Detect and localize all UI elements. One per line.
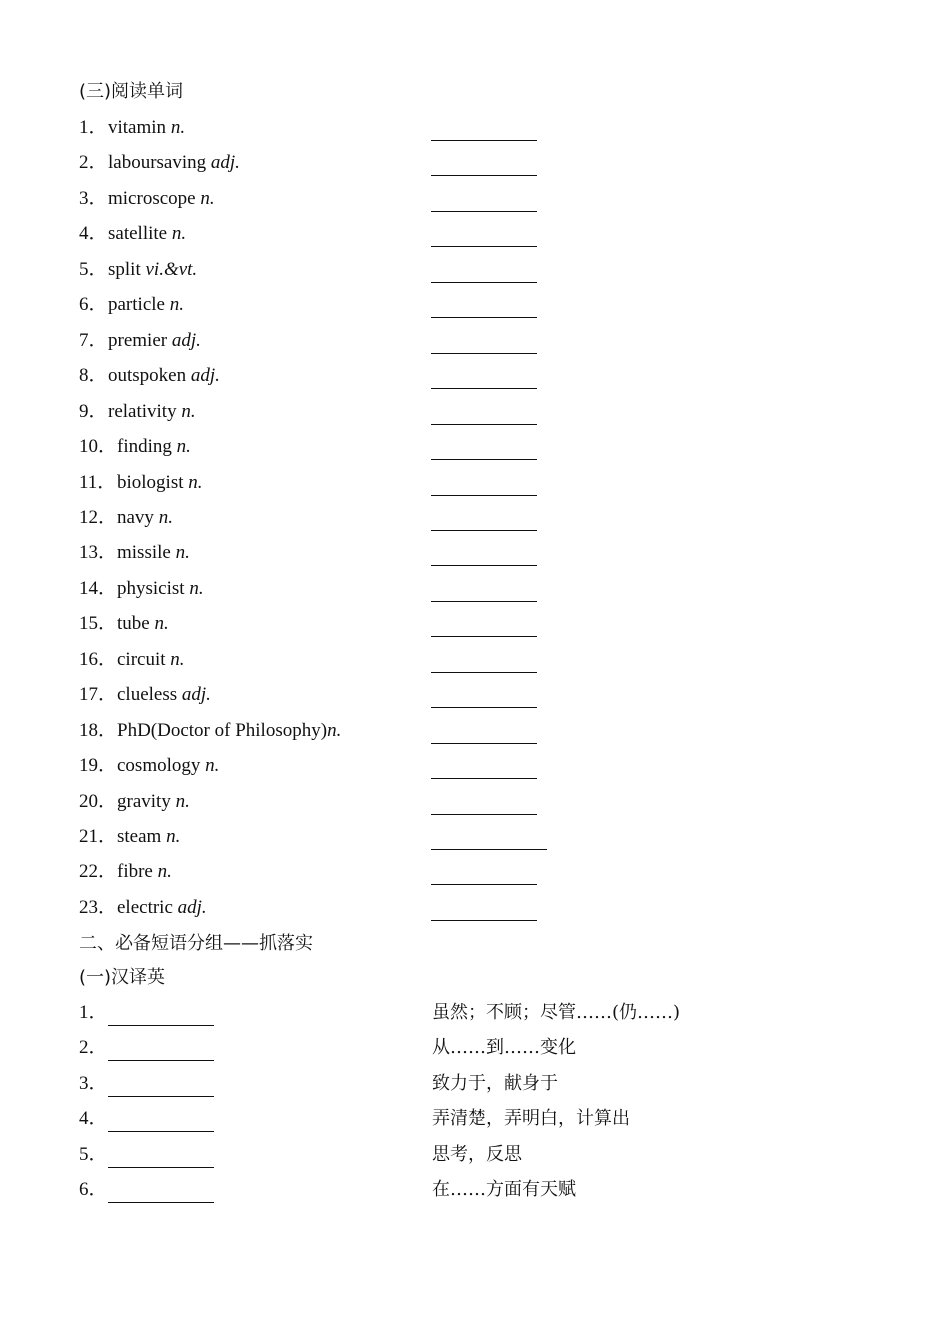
item-number: 21． [79,826,118,847]
item-number: 11． [79,472,117,493]
vocab-row [79,752,879,780]
chinese-meaning: 从……到……变化 [432,1037,576,1058]
item-number: 5． [79,1144,108,1165]
vocab-row [79,398,879,426]
vocab-word [117,610,169,638]
part-of-speech: n. [175,542,190,563]
answer-blank[interactable] [431,185,537,212]
answer-blank[interactable] [431,823,547,850]
vocab-row [79,433,879,461]
item-number: 3． [79,188,108,209]
part-of-speech: n. [175,791,190,812]
item-number: 8． [79,365,108,386]
vocab-word [117,894,207,922]
answer-blank[interactable] [108,1070,214,1097]
vocab-word [117,539,190,567]
answer-blank[interactable] [108,1176,214,1203]
vocab-row [79,823,879,851]
word-text: electric [117,897,178,918]
vocab-row [79,185,879,213]
word-text: fibre [117,861,158,882]
vocab-word [117,504,173,532]
word-text: cosmology [117,755,206,776]
item-number: 2． [79,1037,108,1058]
answer-blank[interactable] [431,504,537,531]
answer-blank[interactable] [431,858,537,885]
answer-blank[interactable] [431,788,537,815]
vocab-word [117,823,180,851]
vocab-word [117,788,190,816]
vocab-row [79,149,879,177]
part-of-speech: n. [189,578,204,599]
item-number: 1． [79,1002,108,1023]
answer-blank[interactable] [431,291,537,318]
word-text: missile [117,542,176,563]
vocab-word [108,291,184,319]
vocab-row [79,256,879,284]
answer-blank[interactable] [108,1141,214,1168]
item-number: 20． [79,791,118,812]
part-of-speech: n. [188,472,203,493]
vocab-row [79,858,879,886]
vocab-word [108,327,201,355]
item-number: 15． [79,613,118,634]
vocab-row [79,504,879,532]
answer-blank[interactable] [431,114,537,141]
item-number: 6． [79,294,108,315]
chinese-meaning: 弄清楚，弄明白，计算出 [432,1108,630,1129]
vocab-row [79,362,879,390]
chinese-to-english-heading: (一)汉译英 [79,967,166,988]
part-of-speech: n. [171,223,187,244]
part-of-speech: n. [170,649,185,670]
word-text: particle [108,294,170,315]
part-of-speech: n. [327,720,342,741]
vocab-word [117,681,211,709]
item-number: 10． [79,436,118,457]
answer-blank[interactable] [431,610,537,637]
part-of-speech: n. [169,294,184,315]
vocab-word [117,752,219,780]
vocab-word [117,717,341,745]
word-text: gravity [117,791,176,812]
vocab-row [79,646,879,674]
word-text: tube [117,613,155,634]
word-text: split [108,259,146,280]
answer-blank[interactable] [431,681,537,708]
answer-blank[interactable] [431,539,537,566]
vocab-word [108,256,197,284]
word-text: vitamin [108,117,171,138]
answer-blank[interactable] [431,717,537,744]
answer-blank[interactable] [431,327,537,354]
word-text: premier [108,330,172,351]
vocab-row [79,220,879,248]
item-number: 13． [79,542,118,563]
item-number: 19． [79,755,118,776]
answer-blank[interactable] [108,1034,214,1061]
part-of-speech: n. [157,861,172,882]
item-number: 1． [79,117,108,138]
part-of-speech: n. [200,188,215,209]
part-of-speech: n. [154,613,169,634]
item-number: 2． [79,152,108,173]
answer-blank[interactable] [431,894,537,921]
word-text: PhD(Doctor of Philosophy) [117,720,328,741]
item-number: 4． [79,1108,108,1129]
part-of-speech: n. [176,436,191,457]
phrase-row [79,1176,879,1204]
answer-blank[interactable] [431,398,537,425]
item-number: 6． [79,1179,108,1200]
item-number: 5． [79,259,108,280]
item-number: 7． [79,330,108,351]
vocab-word [117,646,185,674]
word-text: outspoken [108,365,191,386]
word-text: physicist [117,578,190,599]
item-number: 18． [79,720,118,741]
vocab-row [79,717,879,745]
item-number: 14． [79,578,118,599]
item-number: 22． [79,861,118,882]
word-text: navy [117,507,159,528]
phrase-row [79,1070,879,1098]
chinese-meaning: 在……方面有天赋 [432,1179,576,1200]
word-text: laboursaving [108,152,211,173]
part-of-speech: vi.&vt. [145,259,198,280]
answer-blank[interactable] [108,999,214,1026]
answer-blank[interactable] [431,256,537,283]
chinese-meaning: 致力于，献身于 [432,1073,558,1094]
part-of-speech: n. [205,755,220,776]
vocab-word [108,185,215,213]
answer-blank[interactable] [431,149,537,176]
part-of-speech: n. [170,117,186,138]
item-number: 23． [79,897,118,918]
word-text: biologist [117,472,189,493]
vocab-row [79,788,879,816]
item-number: 17． [79,684,118,705]
vocab-row [79,681,879,709]
phrase-row [79,1141,879,1169]
part-of-speech: n. [158,507,173,528]
vocab-row [79,291,879,319]
answer-blank[interactable] [431,646,537,673]
item-number: 3． [79,1073,108,1094]
item-number: 4． [79,223,108,244]
answer-blank[interactable] [108,1105,214,1132]
vocab-row [79,114,879,142]
vocab-row [79,327,879,355]
vocab-word [117,469,203,497]
vocab-word [108,362,220,390]
vocab-word [108,149,240,177]
word-text: relativity [108,401,182,422]
word-text: finding [117,436,177,457]
vocab-row [79,469,879,497]
word-text: steam [117,826,167,847]
vocab-word [117,433,191,461]
item-number: 9． [79,401,108,422]
answer-blank[interactable] [431,433,537,460]
word-text: satellite [108,223,172,244]
word-text: microscope [108,188,201,209]
part-of-speech: n. [181,401,196,422]
answer-blank[interactable] [431,469,537,496]
part-of-speech: adj. [181,684,211,705]
phrase-row [79,1034,879,1062]
word-text: circuit [117,649,171,670]
part-of-speech: n. [166,826,181,847]
vocab-row [79,539,879,567]
chinese-meaning: 思考，反思 [432,1144,522,1165]
vocab-row [79,610,879,638]
vocab-word [108,114,185,142]
vocab-row [79,894,879,922]
part-of-speech: adj. [210,152,240,173]
part-of-speech: adj. [190,365,220,386]
vocab-word [108,220,186,248]
vocab-word [108,398,196,426]
vocab-word [117,575,204,603]
chinese-meaning: 虽然；不顾；尽管……(仍……) [432,1002,681,1023]
item-number: 16． [79,649,118,670]
part-of-speech: adj. [171,330,201,351]
phrase-row [79,1105,879,1133]
answer-blank[interactable] [431,220,537,247]
phrases-section-heading: 二、必备短语分组——抓落实 [79,933,313,954]
answer-blank[interactable] [431,752,537,779]
answer-blank[interactable] [431,575,537,602]
reading-words-heading: (三)阅读单词 [79,81,184,102]
item-number: 12． [79,507,118,528]
phrase-row [79,999,879,1027]
vocab-row [79,575,879,603]
vocab-word [117,858,172,886]
word-text: clueless [117,684,182,705]
answer-blank[interactable] [431,362,537,389]
part-of-speech: adj. [177,897,207,918]
